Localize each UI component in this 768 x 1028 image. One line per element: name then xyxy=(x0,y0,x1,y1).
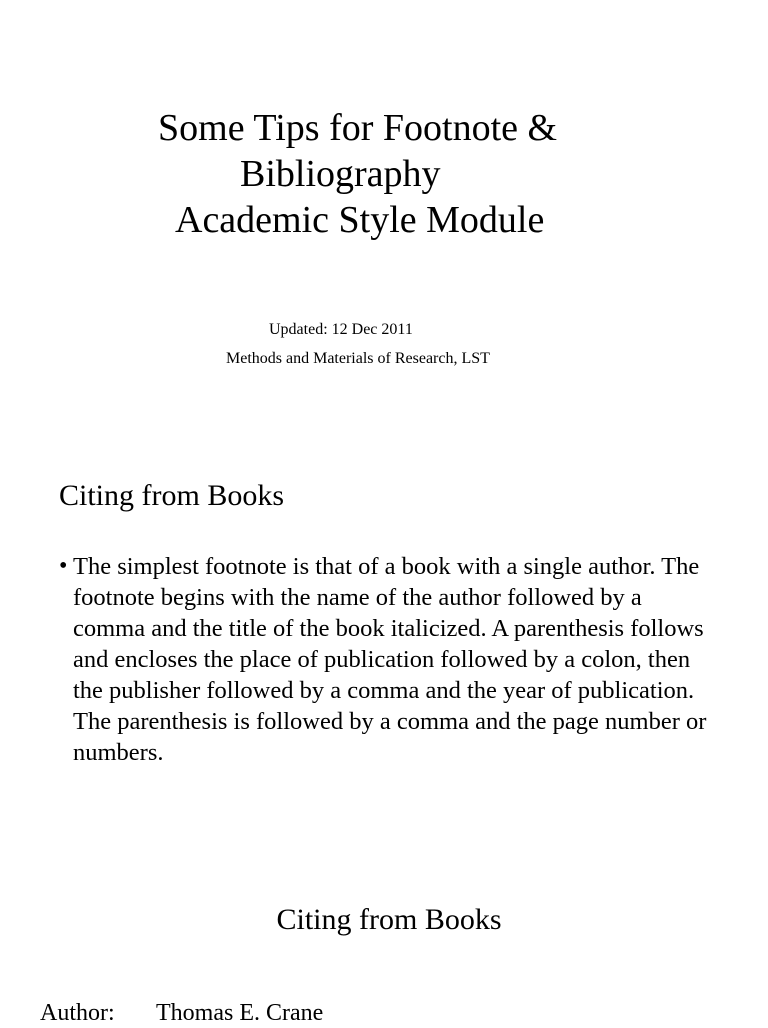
slide-heading: Citing from Books xyxy=(276,903,502,936)
citing-books-slide xyxy=(0,440,768,890)
citing-books-example-slide xyxy=(0,890,768,1024)
author-label: Author: xyxy=(40,1000,115,1026)
author-value: Thomas E. Crane xyxy=(156,1000,324,1026)
slide-heading: Citing from Books xyxy=(59,479,285,512)
slide-title-line-1: Some Tips for Footnote & xyxy=(158,107,558,149)
course-name: Methods and Materials of Research, LST xyxy=(226,350,490,367)
slide-title-line-2: Bibliography xyxy=(240,153,441,195)
bullet-list-item xyxy=(59,551,719,768)
bullet-marker: • xyxy=(59,553,68,579)
slide-title-line-3: Academic Style Module xyxy=(175,199,545,241)
updated-date: Updated: 12 Dec 2011 xyxy=(269,321,413,338)
bullet-text: The simplest footnote is that of a book with a single author. The footnote begins with the name of the author followed by a comma and the title of the book italicized. A parenthesis follows and encloses the place of publication followed by a colon, then the publisher followed by a comma and the year of publication. The parenthesis is followed by a comma and the page number or numbers. xyxy=(73,553,707,766)
title-slide xyxy=(0,0,768,440)
